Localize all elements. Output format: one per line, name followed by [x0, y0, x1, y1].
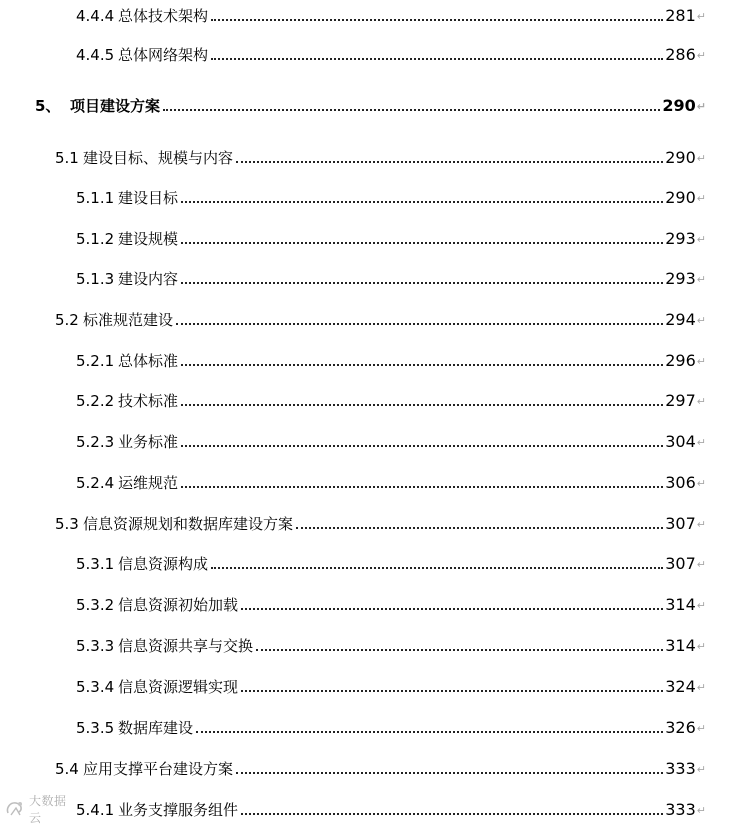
toc-entry-5-3-4[interactable]: [76, 675, 706, 697]
paragraph-mark-icon: ↵: [696, 518, 706, 531]
toc-leader-dots: [236, 772, 663, 774]
toc-page-number: 281: [665, 6, 696, 25]
toc-number: 5.1.3: [76, 270, 115, 288]
toc-page-number: 307: [665, 554, 696, 573]
toc-number: 5.3.5: [76, 719, 115, 737]
watermark-text: 大数据云: [29, 794, 67, 825]
paragraph-mark-icon: ↵: [696, 152, 706, 165]
toc-title: 标准规范建设: [83, 311, 174, 329]
toc-title: 总体技术架构: [118, 7, 209, 25]
toc-leader-dots: [181, 404, 663, 406]
toc-leader-dots: [181, 242, 663, 244]
toc-entry-4-4-4[interactable]: [76, 4, 706, 26]
toc-page-number: 290: [665, 148, 696, 167]
toc-entry-4-4-5[interactable]: [76, 43, 706, 65]
paragraph-mark-icon: ↵: [696, 273, 706, 286]
toc-number: 5.1: [55, 149, 79, 167]
toc-leader-dots: [241, 608, 663, 610]
toc-entry-5-2-2[interactable]: [76, 389, 706, 411]
toc-page-number: 290: [662, 96, 696, 115]
toc-number: 5.4.1: [76, 801, 115, 819]
toc-leader-dots: [181, 445, 663, 447]
toc-title: 信息资源规划和数据库建设方案: [83, 515, 294, 533]
paragraph-mark-icon: ↵: [696, 558, 706, 571]
toc-page-number: 333: [665, 759, 696, 778]
toc-title: 建设规模: [118, 230, 179, 248]
toc-number: 5.1.2: [76, 230, 115, 248]
toc-leader-dots: [196, 731, 663, 733]
toc-leader-dots: [181, 201, 663, 203]
toc-number: 5.2.4: [76, 474, 115, 492]
toc-entry-5-2[interactable]: [55, 308, 706, 330]
toc-number: 5.2.3: [76, 433, 115, 451]
toc-number: 4.4.4: [76, 7, 115, 25]
toc-number: 5.3.1: [76, 555, 115, 573]
toc-number: 5.3.3: [76, 637, 115, 655]
toc-entry-5-1-2[interactable]: [76, 227, 706, 249]
toc-title: 数据库建设: [118, 719, 194, 737]
toc-title: 建设内容: [118, 270, 179, 288]
toc-title: 建设目标、规模与内容: [83, 149, 234, 167]
toc-page-number: 293: [665, 269, 696, 288]
toc-page-number: 293: [665, 229, 696, 248]
toc-entry-5-3-1[interactable]: [76, 552, 706, 574]
paragraph-mark-icon: ↵: [696, 395, 706, 408]
toc-entry-5-3-5[interactable]: [76, 716, 706, 738]
toc-number: 5、: [35, 97, 61, 115]
toc-number: 5.3: [55, 515, 79, 533]
toc-leader-dots: [176, 323, 663, 325]
toc-leader-dots: [211, 58, 663, 60]
toc-leader-dots: [241, 690, 663, 692]
toc-title: 技术标准: [118, 392, 179, 410]
toc-leader-dots: [181, 282, 663, 284]
toc-leader-dots: [241, 813, 663, 815]
toc-entry-5-3-3[interactable]: [76, 634, 706, 656]
toc-entry-5[interactable]: [35, 94, 706, 116]
toc-entry-5-3-2[interactable]: [76, 593, 706, 615]
paragraph-mark-icon: ↵: [696, 804, 706, 817]
toc-entry-5-4-1[interactable]: [76, 798, 706, 820]
toc-number: 5.2: [55, 311, 79, 329]
toc-entry-5-1-1[interactable]: [76, 186, 706, 208]
toc-page-number: 297: [665, 391, 696, 410]
toc-title: 总体网络架构: [118, 46, 209, 64]
toc-leader-dots: [181, 486, 663, 488]
watermark: [4, 794, 76, 825]
toc-page-number: 294: [665, 310, 696, 329]
toc-page-number: 333: [665, 800, 696, 819]
toc-page-number: 324: [665, 677, 696, 696]
toc-entry-5-2-3[interactable]: [76, 430, 706, 452]
toc-leader-dots: [296, 527, 663, 529]
paragraph-mark-icon: ↵: [696, 681, 706, 694]
toc-title: 信息资源共享与交换: [118, 637, 254, 655]
toc-title: 项目建设方案: [70, 97, 161, 115]
toc-page-number: 286: [665, 45, 696, 64]
toc-leader-dots: [211, 19, 663, 21]
paragraph-mark-icon: ↵: [696, 640, 706, 653]
toc-number: 5.3.2: [76, 596, 115, 614]
paragraph-mark-icon: ↵: [696, 436, 706, 449]
paragraph-mark-icon: ↵: [696, 192, 706, 205]
toc-page-number: 326: [665, 718, 696, 737]
watermark-logo-icon: [4, 798, 26, 820]
toc-entry-5-2-1[interactable]: [76, 349, 706, 371]
toc-page-number: 290: [665, 188, 696, 207]
toc-page-number: 296: [665, 351, 696, 370]
toc-number: 5.2.1: [76, 352, 115, 370]
toc-title: 总体标准: [118, 352, 179, 370]
toc-number: 5.4: [55, 760, 79, 778]
toc-number: 4.4.5: [76, 46, 115, 64]
toc-entry-5-3[interactable]: [55, 512, 706, 534]
paragraph-mark-icon: ↵: [696, 477, 706, 490]
toc-page-number: 304: [665, 432, 696, 451]
toc-entry-5-2-4[interactable]: [76, 471, 706, 493]
toc-leader-dots: [181, 364, 663, 366]
paragraph-mark-icon: ↵: [696, 49, 706, 62]
paragraph-mark-icon: ↵: [696, 722, 706, 735]
toc-leader-dots: [236, 161, 663, 163]
toc-number: 5.1.1: [76, 189, 115, 207]
toc-leader-dots: [163, 109, 660, 111]
toc-entry-5-1[interactable]: [55, 146, 706, 168]
toc-title: 业务标准: [118, 433, 179, 451]
toc-entry-5-1-3[interactable]: [76, 267, 706, 289]
toc-title: 应用支撑平台建设方案: [83, 760, 234, 778]
toc-title: 建设目标: [118, 189, 179, 207]
toc-title: 信息资源初始加载: [118, 596, 239, 614]
toc-title: 信息资源逻辑实现: [118, 678, 239, 696]
paragraph-mark-icon: ↵: [696, 599, 706, 612]
paragraph-mark-icon: ↵: [696, 355, 706, 368]
toc-page-number: 306: [665, 473, 696, 492]
paragraph-mark-icon: ↵: [696, 763, 706, 776]
paragraph-mark-icon: ↵: [696, 233, 706, 246]
toc-number: 5.2.2: [76, 392, 115, 410]
toc-number: 5.3.4: [76, 678, 115, 696]
toc-page-number: 307: [665, 514, 696, 533]
toc-title: 运维规范: [118, 474, 179, 492]
toc-page-number: 314: [665, 595, 696, 614]
paragraph-mark-icon: ↵: [696, 314, 706, 327]
toc-page-number: 314: [665, 636, 696, 655]
paragraph-mark-icon: ↵: [696, 10, 706, 23]
toc-leader-dots: [256, 649, 663, 651]
toc-title: 信息资源构成: [118, 555, 209, 573]
paragraph-mark-icon: ↵: [696, 100, 706, 113]
toc-title: 业务支撑服务组件: [118, 801, 239, 819]
toc-entry-5-4[interactable]: [55, 757, 706, 779]
toc-leader-dots: [211, 567, 663, 569]
